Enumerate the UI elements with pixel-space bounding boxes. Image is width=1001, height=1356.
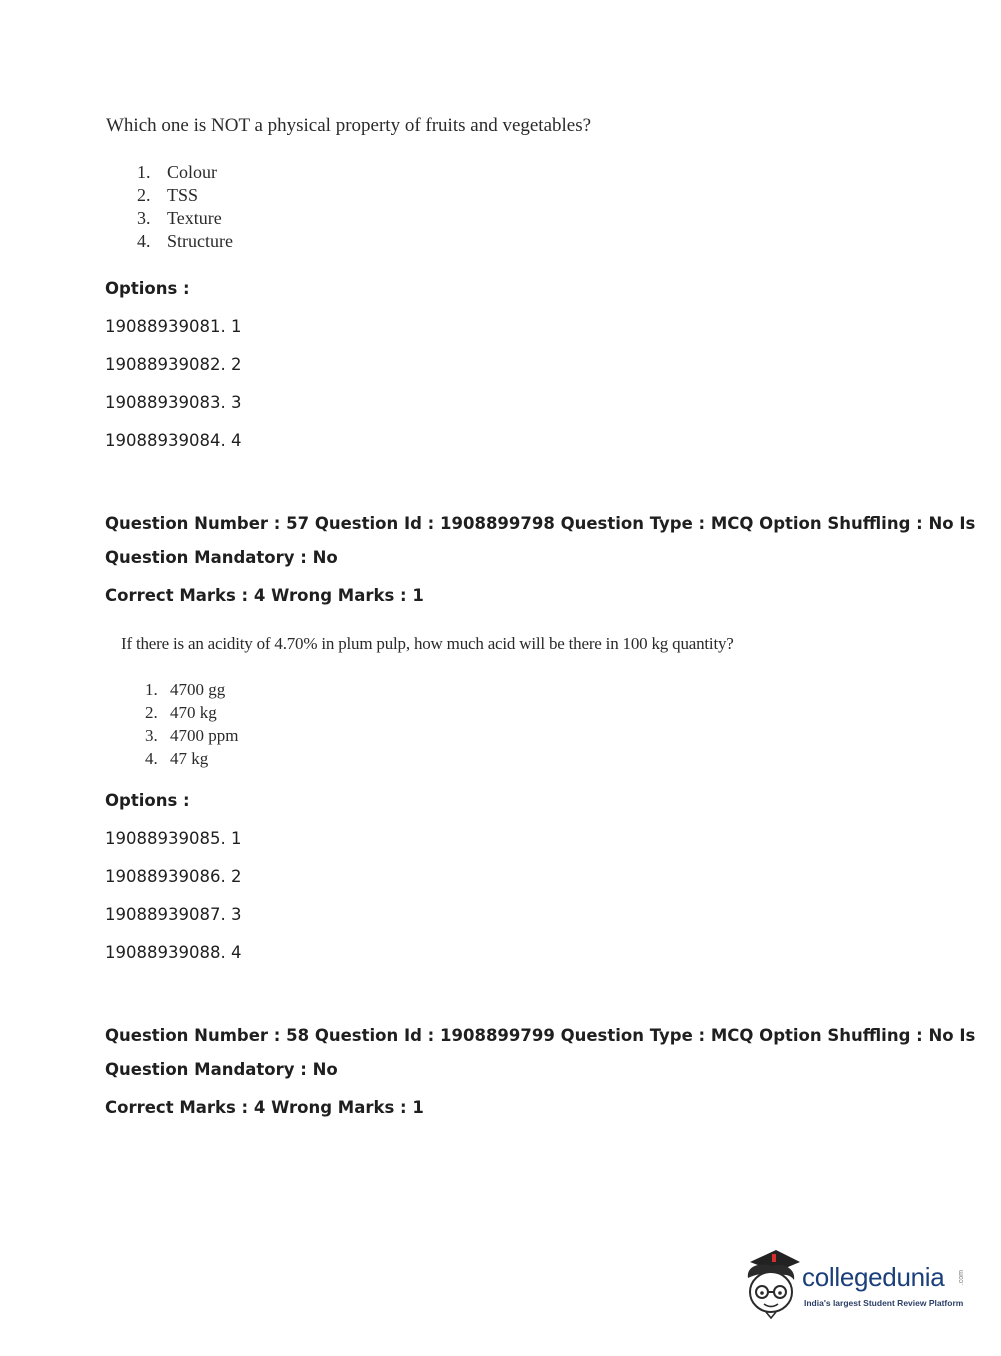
choice-number: 3. <box>145 726 158 745</box>
choice-number: 1. <box>137 162 151 182</box>
question-choice <box>145 726 238 746</box>
option-item: 19088939087. 3 <box>105 905 242 924</box>
choice-text: Colour <box>167 162 218 182</box>
choice-text: 4700 gg <box>170 680 226 699</box>
question-choice <box>137 185 198 206</box>
option-item: 19088939083. 3 <box>105 393 242 412</box>
question-mandatory: Question Mandatory : No <box>105 548 338 567</box>
question-choice <box>137 162 217 183</box>
choice-number: 4. <box>145 749 158 768</box>
collegedunia-logo <box>742 1248 970 1320</box>
logo-tagline: India's largest Student Review Platform <box>804 1298 964 1308</box>
question-stem: If there is an acidity of 4.70% in plum pulp, how much acid will be there in 100 kg quantity? <box>121 634 734 653</box>
question-choice <box>145 749 208 769</box>
option-item: 19088939086. 2 <box>105 867 242 886</box>
option-item: 19088939082. 2 <box>105 355 242 374</box>
question-choice <box>145 703 217 723</box>
choice-text: Texture <box>167 208 222 228</box>
question-header: Question Number : 58 Question Id : 1908899799 Question Type : MCQ Option Shuffling : No Is <box>105 1026 976 1045</box>
choice-number: 1. <box>145 680 158 699</box>
question-header: Question Number : 57 Question Id : 1908899798 Question Type : MCQ Option Shuffling : No Is <box>105 514 976 533</box>
question-marks: Correct Marks : 4 Wrong Marks : 1 <box>105 586 424 605</box>
choice-text: 4700 ppm <box>170 726 239 745</box>
graduate-mascot-icon <box>742 1248 804 1320</box>
choice-text: Structure <box>167 231 233 251</box>
options-label: Options : <box>105 791 190 810</box>
choice-text: TSS <box>167 185 199 205</box>
question-stem: Which one is NOT a physical property of fruits and vegetables? <box>106 115 592 136</box>
choice-number: 2. <box>145 703 158 722</box>
logo-wordmark: collegedunia <box>802 1262 945 1292</box>
question-choice <box>137 208 222 229</box>
choice-text: 470 kg <box>170 703 217 722</box>
choice-number: 3. <box>137 208 151 228</box>
option-item: 19088939081. 1 <box>105 317 242 336</box>
question-choice <box>137 231 233 252</box>
logo-domain-suffix: .com <box>958 1270 965 1286</box>
choice-number: 2. <box>137 185 151 205</box>
option-item: 19088939088. 4 <box>105 943 242 962</box>
question-choice <box>145 680 225 700</box>
option-item: 19088939085. 1 <box>105 829 242 848</box>
question-mandatory: Question Mandatory : No <box>105 1060 338 1079</box>
choice-text: 47 kg <box>170 749 209 768</box>
question-marks: Correct Marks : 4 Wrong Marks : 1 <box>105 1098 424 1117</box>
options-label: Options : <box>105 279 190 298</box>
choice-number: 4. <box>137 231 151 251</box>
option-item: 19088939084. 4 <box>105 431 242 450</box>
